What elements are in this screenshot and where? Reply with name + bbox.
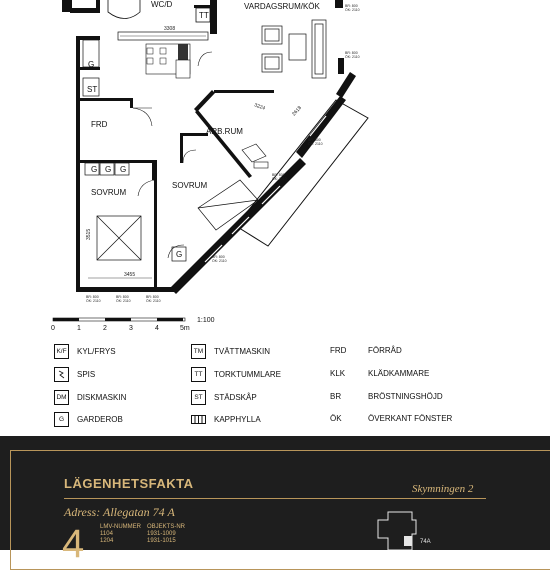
legend-item-torktummlare (191, 367, 281, 382)
legend (0, 340, 550, 435)
svg-text:ÖK: 2110: ÖK: 2110 (308, 142, 323, 146)
g-3: G (120, 165, 127, 174)
legend-item-spis (54, 367, 95, 382)
legend-item-garderob (54, 412, 123, 427)
bed-left (97, 216, 141, 260)
legend-label: STÄDSKÅP (214, 393, 257, 402)
svg-text:ÖK: 2110: ÖK: 2110 (116, 299, 131, 303)
legend-label: KYL/FRYS (77, 347, 116, 356)
svg-text:1: 1 (77, 325, 81, 332)
g-1: G (91, 165, 98, 174)
room-label-living: VARDAGSRUM/KÖK (244, 2, 320, 11)
diskmaskin-icon: DM (54, 390, 69, 405)
svg-text:BR: 800: BR: 800 (116, 295, 129, 299)
facts-divider (64, 498, 486, 499)
svg-text:ÖK: 2110: ÖK: 2110 (272, 177, 287, 181)
room-label-wc: WC/D (151, 0, 173, 9)
g-4: G (176, 250, 183, 259)
scale-ratio: 1:100 (197, 317, 215, 324)
apartment-facts-panel (0, 436, 550, 566)
dim-3455: 3455 (124, 272, 136, 278)
legend-item-ok (330, 414, 452, 423)
svg-text:BR: 800: BR: 800 (345, 51, 358, 55)
facts-title: LÄGENHETSFAKTA (64, 476, 194, 491)
svg-text:BR: 800: BR: 800 (345, 4, 358, 8)
arb-walls (194, 90, 215, 112)
project-name: Skymningen 2 (412, 483, 474, 495)
room-label-tt: TT (199, 11, 209, 20)
legend-item-br (330, 392, 443, 401)
legend-label: FÖRRÅD (368, 346, 402, 355)
svg-text:ÖK: 2110: ÖK: 2110 (212, 259, 227, 263)
legend-abbr: KLK (330, 369, 346, 378)
legend-label: TORKTUMMLARE (214, 370, 281, 379)
garderob-icon: G (54, 412, 69, 427)
legend-abbr: FRD (330, 346, 347, 355)
svg-text:2: 2 (103, 325, 107, 332)
scale-bar (51, 317, 215, 332)
room-label-sovrum-mid: SOVRUM (172, 181, 208, 190)
wc-room (108, 0, 210, 22)
svg-text:5m: 5m (180, 325, 190, 332)
kapphylla-icon (191, 412, 206, 427)
room-label-st: ST (87, 85, 98, 94)
legend-label: BRÖSTNINGSHÖJD (368, 392, 443, 401)
dim-3308: 3308 (164, 26, 176, 32)
building-label: 74A (420, 539, 431, 545)
legend-label: TVÄTTMASKIN (214, 347, 271, 356)
svg-text:ÖK: 2110: ÖK: 2110 (146, 299, 161, 303)
room-label-arb: ARB.RUM (206, 127, 243, 136)
room-label-g: G (88, 60, 95, 69)
dim-3224: 3224 (253, 102, 266, 112)
legend-label: KLÄDKAMMARE (368, 369, 430, 378)
legend-label: DISKMASKIN (77, 393, 127, 402)
window-note-sovrum (212, 255, 227, 263)
legend-label: GARDEROB (77, 415, 123, 424)
svg-text:3: 3 (129, 325, 133, 332)
tvattmaskin-icon: TM (191, 344, 206, 359)
svg-text:ÖK: 2110: ÖK: 2110 (345, 8, 360, 12)
svg-text:4: 4 (155, 325, 159, 332)
window-note-bottom (308, 138, 323, 146)
legend-label: ÖVERKANT FÖNSTER (368, 414, 453, 423)
room-label-sovrum-left: SOVRUM (91, 188, 127, 197)
svg-text:BR: 800: BR: 800 (272, 173, 285, 177)
svg-text:BR: 800: BR: 800 (308, 138, 321, 142)
legend-item-tvattmaskin (191, 344, 270, 359)
kitchen-area (118, 26, 208, 78)
legend-item-frd (330, 346, 402, 355)
legend-item-klk (330, 369, 429, 378)
lmv-header: LMV-NUMMER (100, 524, 142, 530)
window-note-mid (345, 51, 360, 59)
legend-label: SPIS (77, 370, 96, 379)
building-key-plan (374, 508, 444, 550)
g-2: G (105, 165, 112, 174)
svg-text:BR: 800: BR: 800 (146, 295, 159, 299)
lmv-value: 1104 (100, 531, 113, 537)
stadskap-icon: ST (191, 390, 206, 405)
spis-icon (54, 367, 69, 382)
svg-text:0: 0 (51, 325, 55, 332)
legend-label: KAPPHYLLA (214, 415, 261, 424)
window-note-arb (272, 173, 287, 181)
room-count: 4 (62, 522, 85, 566)
svg-text:ÖK: 2110: ÖK: 2110 (86, 299, 101, 303)
obj-header: OBJEKTS-NR (147, 524, 186, 530)
svg-text:BR: 800: BR: 800 (86, 295, 99, 299)
svg-text:BR: 800: BR: 800 (212, 255, 225, 259)
window-notes-bottom (86, 295, 161, 303)
legend-item-diskmaskin (54, 390, 126, 405)
window-note-top (345, 4, 360, 12)
legend-item-kylfrys (54, 344, 116, 359)
object-numbers (100, 524, 185, 545)
lmv-value: 1204 (100, 538, 114, 544)
address: Adress: Allegatan 74 A (64, 505, 175, 519)
obj-value: 1931-1015 (147, 538, 176, 544)
kyl-frys-icon: K/F (54, 344, 69, 359)
door-swings (133, 52, 212, 258)
balcony-outline (236, 100, 368, 246)
legend-abbr: ÖK (330, 414, 342, 423)
torktummlare-icon: TT (191, 367, 206, 382)
room-label-frd: FRD (91, 120, 108, 129)
svg-text:ÖK: 2110: ÖK: 2110 (345, 55, 360, 59)
legend-abbr: BR (330, 392, 342, 401)
obj-value: 1931-1009 (147, 531, 176, 537)
legend-item-stadskap (191, 390, 257, 405)
dim-2618: 2618 (291, 105, 303, 118)
dim-3515: 3515 (86, 228, 92, 240)
desk (242, 144, 268, 168)
living-furniture (262, 20, 326, 78)
legend-item-kapphylla (191, 412, 261, 427)
